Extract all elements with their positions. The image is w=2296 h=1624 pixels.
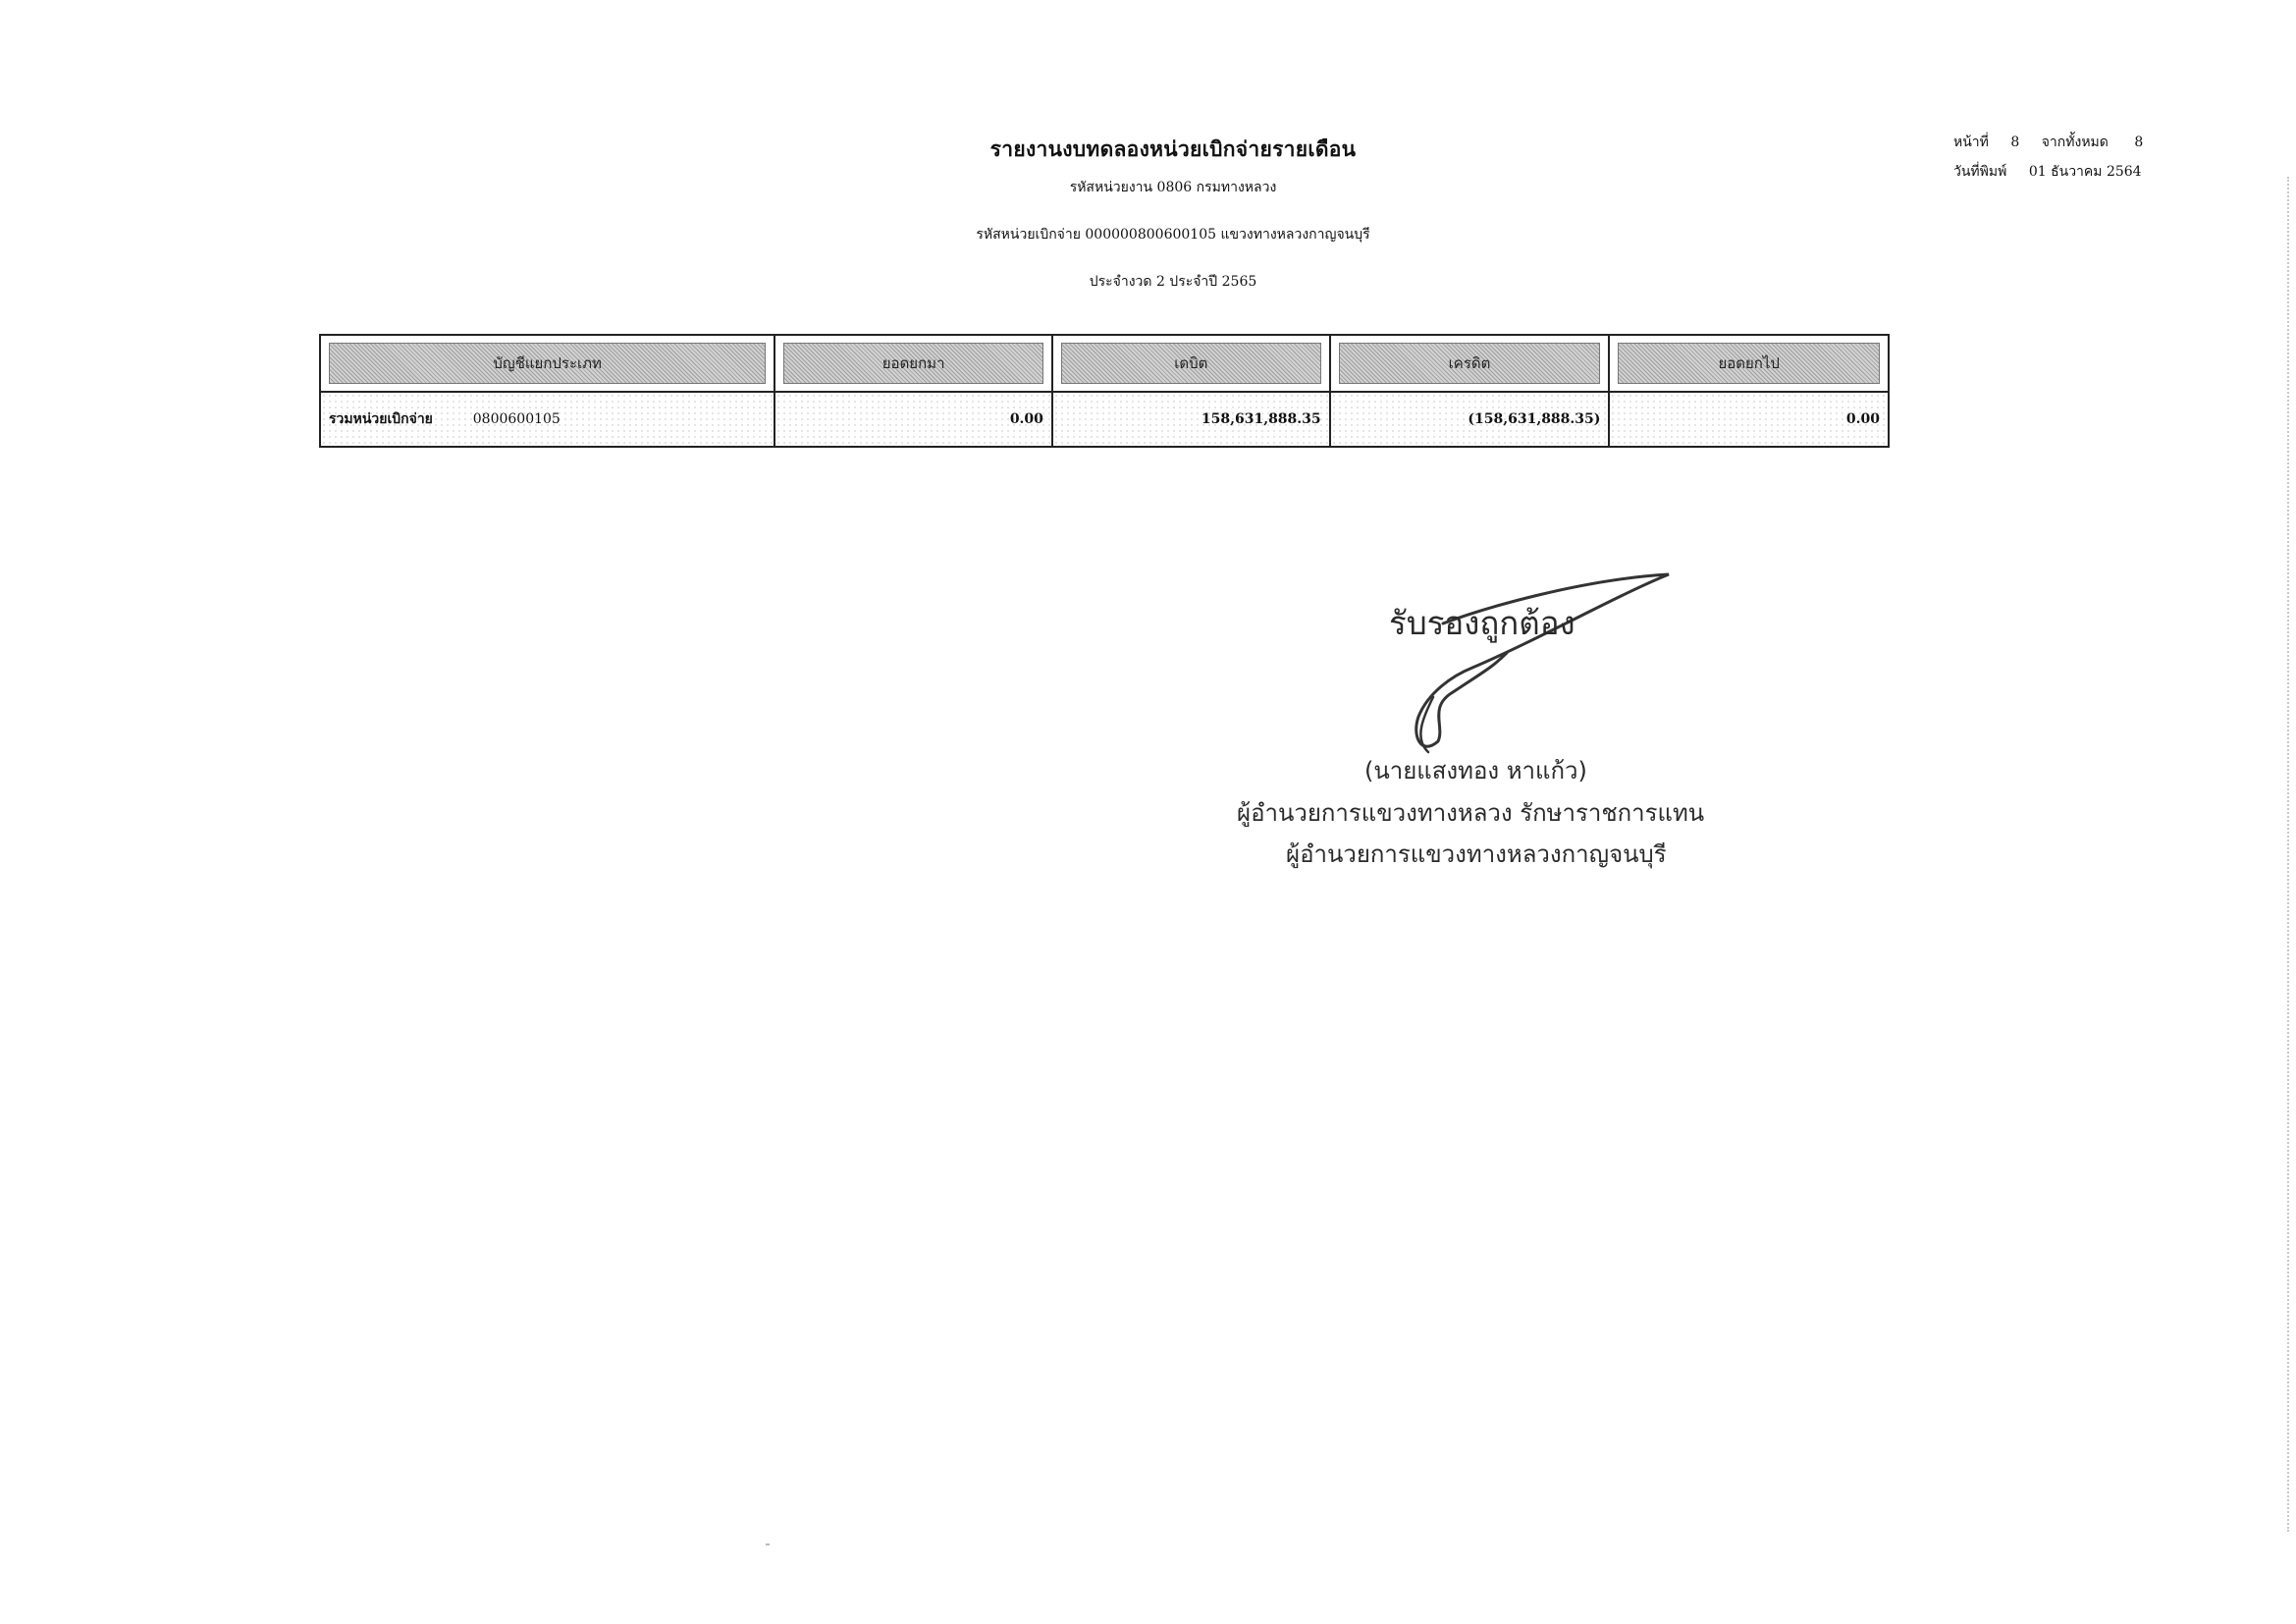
row-code: 0800600105 bbox=[472, 411, 561, 427]
table-row bbox=[320, 392, 1889, 447]
column-header: ยอดยกไป bbox=[1609, 335, 1889, 392]
column-header: ยอดยกมา bbox=[774, 335, 1052, 392]
brought-forward-cell: 0.00 bbox=[774, 392, 1052, 447]
page-number-row bbox=[1953, 128, 2143, 157]
table-header-row bbox=[320, 335, 1889, 392]
credit-cell: (158,631,888.35) bbox=[1330, 392, 1610, 447]
debit-cell: 158,631,888.35 bbox=[1052, 392, 1330, 447]
period-line: ประจำงวด 2 ประจำปี 2565 bbox=[1089, 274, 1257, 290]
handwritten-signature bbox=[1227, 560, 1777, 756]
agency-line: รหัสหน่วยงาน 0806 กรมทางหลวง bbox=[1069, 180, 1277, 195]
certified-text: รับรองถูกต้อง bbox=[1389, 604, 1575, 642]
total-label: จากทั้งหมด bbox=[2041, 135, 2109, 150]
signer-position-line2: ผู้อำนวยการแขวงทางหลวงกาญจนบุรี bbox=[1286, 840, 1667, 868]
signer-name: (นายแสงทอง หาแก้ว) bbox=[1364, 757, 1587, 785]
report-title: รายงานงบทดลองหน่วยเบิกจ่ายรายเดือน bbox=[989, 136, 1357, 161]
page-edge-line bbox=[2287, 177, 2289, 1532]
disbursing-unit-line: รหัสหน่วยเบิกจ่าย 000000800600105 แขวงทางหลวงกาญจนบุรี bbox=[976, 227, 1370, 243]
print-date: 01 ธันวาคม 2564 bbox=[2028, 164, 2142, 180]
row-label: รวมหน่วยเบิกจ่าย bbox=[329, 411, 433, 427]
carried-forward-cell: 0.00 bbox=[1609, 392, 1889, 447]
page-info bbox=[1953, 128, 2143, 187]
total-pages: 8 bbox=[2134, 135, 2144, 150]
column-header: เครดิต bbox=[1330, 335, 1610, 392]
print-date-row bbox=[1953, 157, 2143, 187]
column-header: เดบิต bbox=[1052, 335, 1330, 392]
trial-balance-table bbox=[319, 334, 1890, 448]
page-label: หน้าที่ bbox=[1953, 135, 1989, 150]
row-label-cell bbox=[320, 392, 774, 447]
signature-area bbox=[1227, 560, 1777, 884]
scan-speck bbox=[766, 1543, 770, 1545]
page-number: 8 bbox=[2010, 135, 2020, 150]
print-date-label: วันที่พิมพ์ bbox=[1953, 164, 2007, 180]
signer-position-line1: ผู้อำนวยการแขวงทางหลวง รักษาราชการแทน bbox=[1237, 799, 1705, 827]
column-header: บัญชีแยกประเภท bbox=[320, 335, 774, 392]
